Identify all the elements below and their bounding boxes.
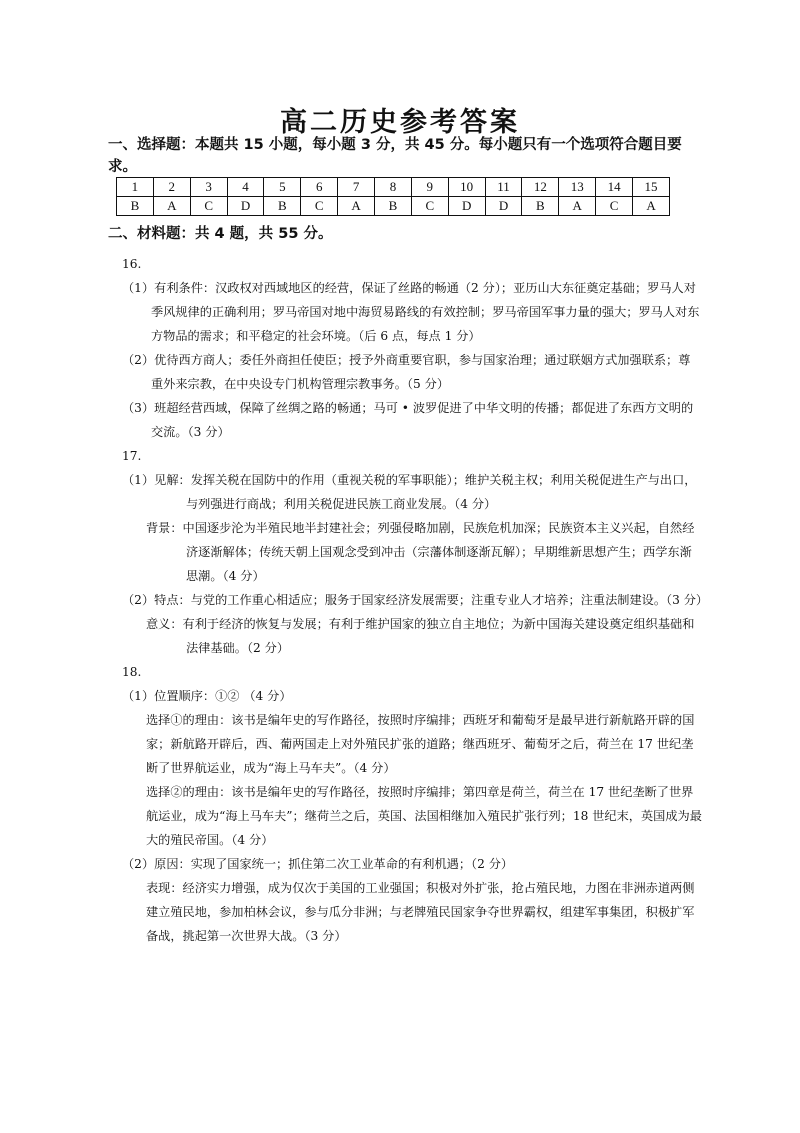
question-number: 1: [117, 178, 154, 197]
question-16-number: 16.: [122, 257, 142, 271]
q18-part1-reason2: 选择②的理由：该书是编年史的写作路径，按照时序编排；第四章是荷兰，荷兰在 17 世纪垄断了世界航运业，成为“海上马车夫”；继荷兰之后，英国、法国相继加入殖民扩张行列；18 世纪末，英国成为最大的殖民帝国。（4 分）: [146, 785, 702, 847]
answer-cell: B: [522, 197, 559, 216]
question-number: 11: [485, 178, 522, 197]
question-number: 9: [411, 178, 448, 197]
answer-cell: D: [227, 197, 264, 216]
question-number: 15: [633, 178, 670, 197]
answer-cell: D: [485, 197, 522, 216]
answer-cell: B: [117, 197, 154, 216]
section2-heading: 二、材料题：共 4 题，共 55 分。: [108, 226, 333, 242]
answer-cell: C: [411, 197, 448, 216]
question-number: 2: [153, 178, 190, 197]
question-number: 7: [338, 178, 375, 197]
answer-cell: A: [633, 197, 670, 216]
q17-part1-view: （1）见解：发挥关税在国防中的作用（重视关税的军事职能）；维护关税主权；利用关税促进生产与出口，与列强进行商战；利用关税促进民族工商业发展。（4 分）: [122, 473, 697, 511]
q18-part2-manifestations: 表现：经济实力增强，成为仅次于美国的工业强国；积极对外扩张，抢占殖民地，力图在非洲赤道两侧建立殖民地，参加柏林会议，参与瓜分非洲；与老牌殖民国家争夺世界霸权，组建军事集团，积极扩军备战，挑起第一次世界大战。（3 分）: [146, 881, 695, 943]
q17-part2-significance: 意义：有利于经济的恢复与发展；有利于维护国家的独立自主地位；为新中国海关建设奠定组织基础和法律基础。（2 分）: [146, 617, 695, 655]
question-number: 10: [448, 178, 485, 197]
answer-cell: D: [448, 197, 485, 216]
question-number: 6: [301, 178, 338, 197]
q17-part1-background: 背景：中国逐步沦为半殖民地半封建社会；列强侵略加剧，民族危机加深；民族资本主义兴起，自然经济逐渐解体；传统天朝上国观念受到冲击（宗藩体制逐渐瓦解）；早期维新思想产生；西学东渐思潮。（4 分）: [146, 521, 695, 583]
answer-table-answer-row: [117, 197, 670, 216]
question-number: 14: [596, 178, 633, 197]
question-17-number: 17.: [122, 449, 142, 463]
answer-cell: A: [559, 197, 596, 216]
answer-cell: C: [301, 197, 338, 216]
question-number: 13: [559, 178, 596, 197]
q18-part2-causes: （2）原因：实现了国家统一；抓住第二次工业革命的有利机遇；（2 分）: [122, 857, 514, 871]
page-title: 高二历史参考答案: [280, 107, 520, 138]
q18-part1-order: （1）位置顺序：①② （4 分）: [122, 689, 292, 703]
q17-part2-features: （2）特点：与党的工作重心相适应；服务于国家经济发展需要；注重专业人才培养；注重法制建设。（3 分）: [122, 593, 709, 607]
answer-cell: A: [153, 197, 190, 216]
question-18-number: 18.: [122, 665, 142, 679]
answer-cell: A: [338, 197, 375, 216]
material-answers: [122, 252, 709, 948]
answer-cell: C: [190, 197, 227, 216]
q16-part3: （3）班超经营西域，保障了丝绸之路的畅通；马可 • 波罗促进了中华文明的传播；都促进了东西方文明的交流。（3 分）: [122, 401, 694, 439]
question-number: 5: [264, 178, 301, 197]
question-number: 3: [190, 178, 227, 197]
question-number: 4: [227, 178, 264, 197]
answer-table: [116, 177, 670, 216]
question-number: 8: [375, 178, 412, 197]
answer-cell: B: [264, 197, 301, 216]
answer-cell: C: [596, 197, 633, 216]
answer-table-number-row: [117, 178, 670, 197]
q16-part2: （2）优待西方商人；委任外商担任使臣；授予外商重要官职，参与国家治理；通过联姻方式加强联系；尊重外来宗教，在中央设专门机构管理宗教事务。（5 分）: [122, 353, 691, 391]
section1-heading: 一、选择题：本题共 15 小题，每小题 3 分，共 45 分。每小题只有一个选项符合题目要求。: [108, 137, 682, 175]
q16-part1: （1）有利条件：汉政权对西域地区的经营，保证了丝路的畅通（2 分）；亚历山大东征奠定基础；罗马人对季风规律的正确利用；罗马帝国对地中海贸易路线的有效控制；罗马帝国军事力量的强大；罗马人对东方物品的需求；和平稳定的社会环境。（后 6 点，每点 1 分）: [122, 281, 700, 343]
question-number: 12: [522, 178, 559, 197]
answer-cell: B: [375, 197, 412, 216]
q18-part1-reason1: 选择①的理由：该书是编年史的写作路径，按照时序编排；西班牙和葡萄牙是最早进行新航路开辟的国家；新航路开辟后，西、葡两国走上对外殖民扩张的道路；继西班牙、葡萄牙之后，荷兰在 17 世纪垄断了世界航运业，成为“海上马车夫”。（4 分）: [146, 713, 695, 775]
